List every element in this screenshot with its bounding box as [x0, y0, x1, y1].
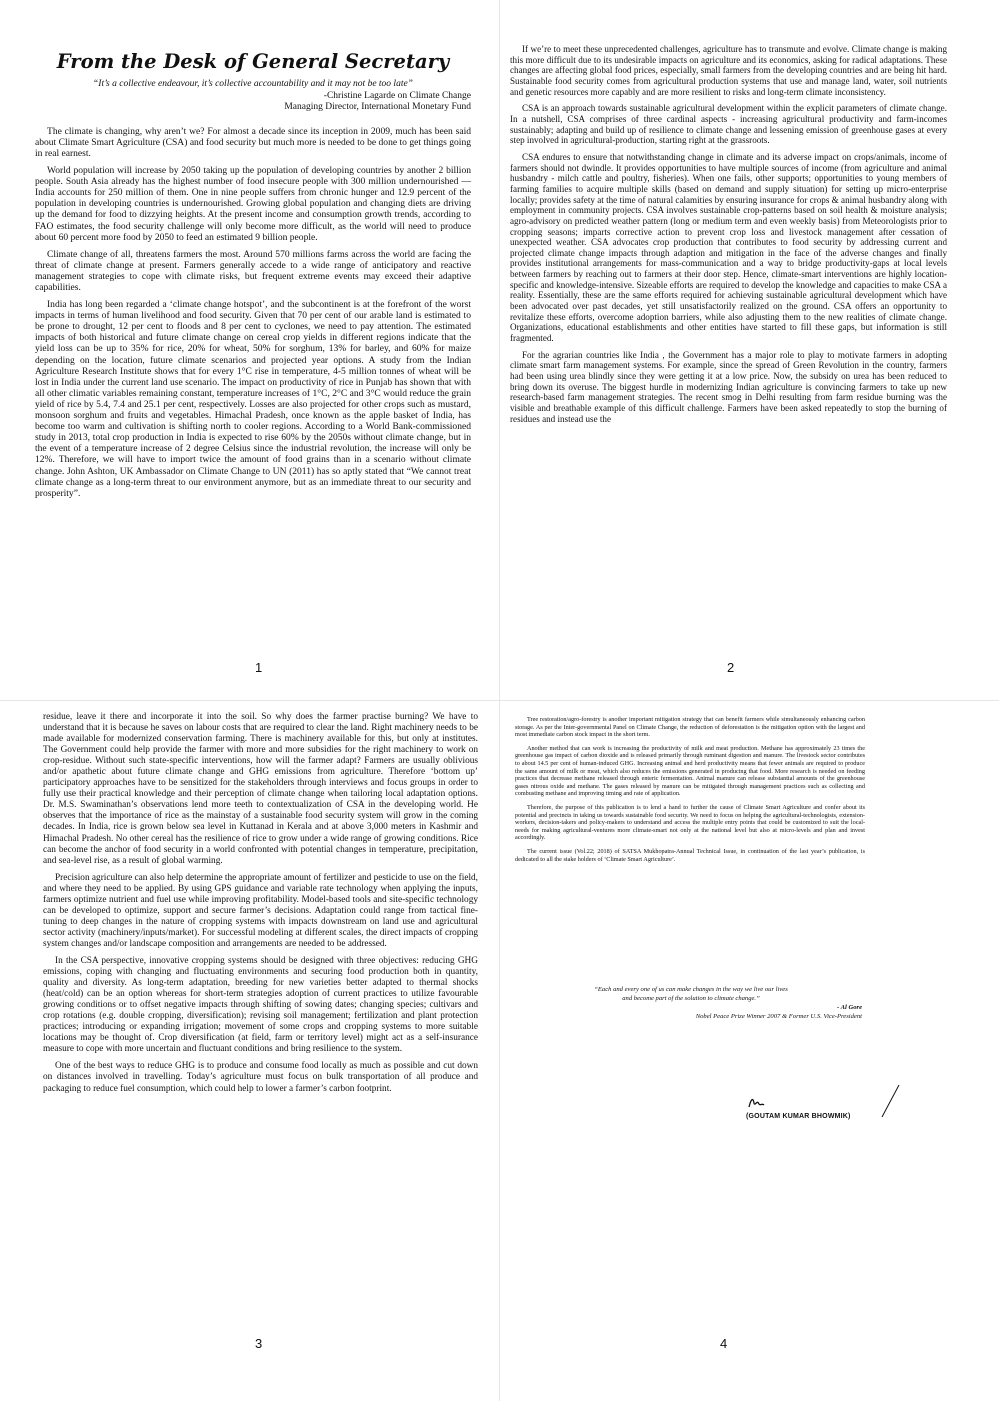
epigraph-quote: “It’s a collective endeavour, it’s collective accountability and it may not be too late” [93, 79, 413, 89]
paragraph: Another method that can work is increasing the productivity of milk and meat production. Methane has approximately 23 times the greenhouse gas impact of carbon dioxide and is released primarily through ruminant digestion and manure. The livestock sector contributes to about 14.5 per cent of human-induced GHG. Increasing animal and herd productivity means that fewer animals are required to produce the same amount of milk or meat, which also reduces the emissions generated in producing that food. More research is needed on feeding practices that decrease methane released through enteric fermentation. Animal manure can release substantial amounts of the greenhouse gases nitrous oxide and methane. The gases released by manure can be mitigated through management practices such as collecting and combusting methane and improving timing and rate of application. [515, 744, 865, 798]
paragraph: India has long been regarded a ‘climate change hotspot’, and the subcontinent is at the forefront of the worst impacts in terms of human livelihood and food security. Given that 70 per cent of our arable land is estimated to be prone to drought, 12 per cent to floods and 8 per cent to cyclones, we need to pay attention. The estimated impacts of both historical and future climate change on cereal crop yields in different regions indicate that the yield loss can be up to 35% for rice, 20% for wheat, 50% for sorghum, 13% for barley, and 60% for maize depending on the location, future climate scenarios and projected year options. A study from the Indian Agriculture Research Institute shows that for every 1°C rise in temperature, 4-5 million tonnes of wheat will be lost in India under the current land use scenario. The impact on productivity of rice in Punjab has shown that with all other climatic variables remaining constant, temperature increases of 1°C, 2°C and 3°C would reduce the grain yield of rice by 5.4, 7.4 and 25.1 per cent, respectively. Losses are also projected for other crops such as mustard, monsoon sorghum and fruits and vegetables. Himachal Pradesh, once known as the apple basket of India, has become too warm and cultivation is shifting north to cooler regions. According to a World Bank-commissioned study in 2013, total crop production in India is expected to rise 60% by the 2050s without climate change, but in the event of a temperature increase of 2 degree Celsius since the industrial revolution, the increase will only be 12%. Therefore, we will have to import twice the amount of food grains than in a scenario without climate change. John Ashton, UK Ambassador on Climate Change to UN (2011) has so aptly stated that “We cannot treat climate change as a long-term threat to our environment anymore, but as an immediate threat to our security and prosperity”. [35, 299, 471, 499]
paragraph: One of the best ways to reduce GHG is to produce and consume food locally as much as possible and cut down on distances involved in travelling. Today’s agriculture must focus on bulk transportation of all produce and packaging to reduce fuel consumption, which could help to lower a farmer’s carbon footprint. [43, 1061, 478, 1094]
attribution-name: -Christine Lagarde on Climate Change [323, 91, 471, 101]
paragraph: CSA is an approach towards sustainable agricultural development within the explicit parameters of climate change. In a nutshell, CSA comprises of three cardinal aspects - increasing agricultural productivity and farm-incomes sustainably; adapting and build up of resilience to climate change and lessening emission of greenhouse gases at every step involved in agricultural-production, starting right at the grassroots. [510, 103, 947, 146]
body-text [515, 716, 865, 863]
page-number: 3 [255, 1336, 263, 1351]
signature-mark [747, 1095, 765, 1109]
signatory-name: (GOUTAM KUMAR BHOWMIK) [746, 1113, 851, 1120]
paragraph: Therefore, the purpose of this publication is to lend a hand to further the cause of Climate Smart Agriculture and confer about its potential and precincts in taking us towards sustainable food security. We need to focus on helping the agricultural-technologists, extension-workers, decision-takers and policy-makers to understand and access the multiple entry points that could be customized to suit the local-needs for making agricultural-ventures more climate-smart not only at the national level but also at micro-levels and plan and invest accordingly. [515, 803, 865, 842]
body-text [35, 126, 471, 499]
paragraph: The climate is changing, why aren’t we? For almost a decade since its inception in 2009, much has been said about Climate Smart Agriculture (CSA) and food security but much more is needed to be done to get things going in real earnest. [35, 125, 471, 159]
page-number: 4 [720, 1336, 728, 1351]
body-text [510, 44, 947, 424]
paragraph: Precision agriculture can also help determine the appropriate amount of fertilizer and pesticide to use on the field, and where they need to be applied. By using GPS guidance and variable rate technology when applying the inputs, farmers optimize nutrient and fuel use while improving profitability. Model-based tools and site-specific technology can be developed to optimize, support and secure farmer’s decisions. Adaptation could range from tactical fine-tuning to deep changes in the nature of cropping systems with impacts downstream on land use and agricultural sector activity (machinery/inputs/market). For successful modeling at different scales, the direct impacts of cropping system changes and/or landscape composition and arrangements are needed to be addressed. [43, 872, 478, 949]
quote-line: and become part of the solution to climate change.” [622, 995, 760, 1002]
attribution-role: Managing Director, International Monetary Fund [284, 102, 471, 113]
quote-author: - Al Gore [836, 1004, 862, 1011]
page-number: 1 [255, 660, 263, 675]
page-number: 2 [727, 660, 735, 675]
paragraph: If we’re to meet these unprecedented challenges, agriculture has to transmute and evolve. Climate change is making this more difficult due to its undesirable impacts on agriculture and its economics, asking for radical adaptations. These changes are affecting global food prices, especially, small farmers from the developing countries and are being hit hard. Sustainable food security comes from agricultural production systems that use and manage land, water, soil nutrients and genetic resources more capably and are more resilient to risks and long-term climate inconsistency. [510, 44, 947, 97]
slash-mark [879, 1083, 901, 1119]
page-1 [0, 0, 499, 700]
page-4 [500, 701, 999, 1401]
paragraph: The current issue (Vol.22; 2018) of SATSA Mukhopatra-Annual Technical Issue, in continuation of the last year’s publication, is dedicated to all the stake holders of ‘Climate Smart Agriculture’. [515, 847, 865, 863]
page-2 [500, 0, 999, 700]
quote-line: “Each and every one of us can make changes in the way we live our lives [594, 986, 788, 993]
page-title: From the Desk of General Secretary [56, 50, 450, 73]
paragraph: CSA endures to ensure that notwithstanding change in climate and its adverse impact on crops/animals, income of farmers should not dwindle. It provides opportunities to have multiple sources of income (from agriculture and animal husbandry - milch cattle and poultry, fisheries). When one fails, other supports; opportunities to young members of farming families to acquire multiple skills (based on demand and supply situation) for setting up micro-enterprise locally; provides safety at the time of natural calamities by ensuring insurance for crops & animal husbandry along with employment in community projects. CSA involves sustainable crop-patterns based on soil health & moisture analysis; agro-advisory on predicted weather pattern (long or medium term and even weekly basis) from Meteorologists prior to cropping seasons; imparts corrective action to prevent crop loss and livestock management after cessation of unexpected weather. CSA advocates crop production that contributes to food security by addressing current and projected climate change impacts through adaption and mitigation in the face of the adverse changes and finally provides institutional arrangements for mass-communication and a way to bridge productivity-gaps at local levels between farmers by reaching out to farmers at their door step. Hence, climate-smart interventions are highly location-specific and knowledge-intensive. Sizeable efforts are required to develop the knowledge and capacities to make CSA a reality. Essentially, these are the same efforts required for achieving sustainable agricultural development which have been advocated over past decades, yet still unsatisfactorily realized on the ground. CSA offers an opportunity to revitalize these efforts, overcome adoption barriers, while also adjusting them to the new realities of climate change. Organizations, educational establishments and other entities have started to fill these gaps, but information is still fragmented. [510, 151, 947, 344]
paragraph: World population will increase by 2050 taking up the population of developing countries by another 2 billion people. South Asia already has the highest number of food insecure people with 300 million undernourished — India accounts for 250 million of them. One in nine people suffers from chronic hunger and 12.9 percent of the population in developing countries is undernourished. Growing global population and changing diets are driving up the demand for food to dizzying heights. At the present income and consumption growth trends, according to FAO estimates, the food security challenge will only become more difficult, as the world will need to produce about 60 percent more food by 2050 to feed an estimated 9 billion people. [35, 165, 471, 243]
paragraph: Tree restoration/agro-forestry is another important mitigation strategy that can benefit farmers while simultaneously enhancing carbon storage. As per the Inter-governmental Panel on Climate Change, the reduction of deforestation is the mitigation option with the largest and most immediate carbon stock impact in the short term. [515, 716, 865, 739]
paragraph: For the agrarian countries like India , the Government has a major role to play to motivate farmers in adopting climate smart farm management systems. For example, since the spread of Green Revolution in the country, farmers had been using urea blindly since they were getting it at a low price. Now, the subsidy on urea has been reduced to bring down its overuse. The biggest hurdle in modernizing Indian agriculture is convincing farmers to take up new research-based farm management strategies. The recent smog in Delhi resulting from farm residue burning was the visible and breathable example of this difficult challenge. Farmers have been asked repeatedly to stop the burning of residues and instead use the [510, 349, 947, 424]
page-3 [0, 701, 499, 1401]
quote-author-title: Nobel Peace Prize Winner 2007 & Former U.S. Vice-President [695, 1013, 862, 1020]
epigraph-attribution [35, 91, 471, 114]
paragraph: residue, leave it there and incorporate it into the soil. So why does the farmer practise burning? We have to understand that it is because he saves on labour costs that are required to clear the land. Right machinery needs to be made available for modernized conservation farming. There is machinery available for this, but only at institutes. The Government could help provide the farmer with more and more subsidies for the right machinery to work on crop-residue. Without such state-specific interventions, how will the farmer adapt? Farmers are usually oblivious and/or apathetic about future climate change and GHG emissions from agriculture. Therefore ‘bottom up’ participatory approaches have to be sensitized for the stakeholders through interviews and focus groups in order to fully use their practical knowledge and their perception of climate change when tailoring local adaptation options. Dr. M.S. Swaminathan’s observations lend more teeth to contextualization of CSA in the developing world. He observes that the importance of rice as the mainstay of a sustainable food security system will grow in the coming decades. In India, rice is grown below sea level in Kuttanad in Kerala and at above 3,000 meters in Kashmir and Himachal Pradesh. No other cereal has the resilience of rice to grow under a wide range of growing conditions. Rice can become the anchor of food security in a world confronted with potential changes in temperature, precipitation, and sea-level rise, as a result of global warming. [43, 712, 478, 866]
body-text [43, 712, 478, 1095]
closing-quote [520, 985, 862, 1021]
paragraph: Climate change of all, threatens farmers the most. Around 570 millions farms across the world are facing the threat of climate change at present. Farmers generally accede to a wide range of anticipatory and reactive management strategies to cope with climate risks, but frequent extreme events may exceed their adaptive capabilities. [35, 248, 471, 293]
paragraph: In the CSA perspective, innovative cropping systems should be designed with three objectives: reducing GHG emissions, coping with changing and fluctuating environments and securing food production both in quantity, quality and diversity. As long-term adaptation, breeding for new varieties better adapted to thermal shocks (heat/cold) can be an option whereas for short-term strategies adoption of current practices to utilize favourable growing conditions or to offset negative impacts through shifting of sowing dates; changing species; cultivars and crop rotations (e.g. double cropping, diversification); revising soil management; fertilization and plant protection practices; introducing or expanding irrigation; movement of some crops and cropping systems to more suitable locations may be thought of. Crop diversification (at field, farm or territory level) might act as a self-insurance measure to cope with more uncertain and fluctuant conditions and bring resilience to the system. [43, 955, 478, 1055]
